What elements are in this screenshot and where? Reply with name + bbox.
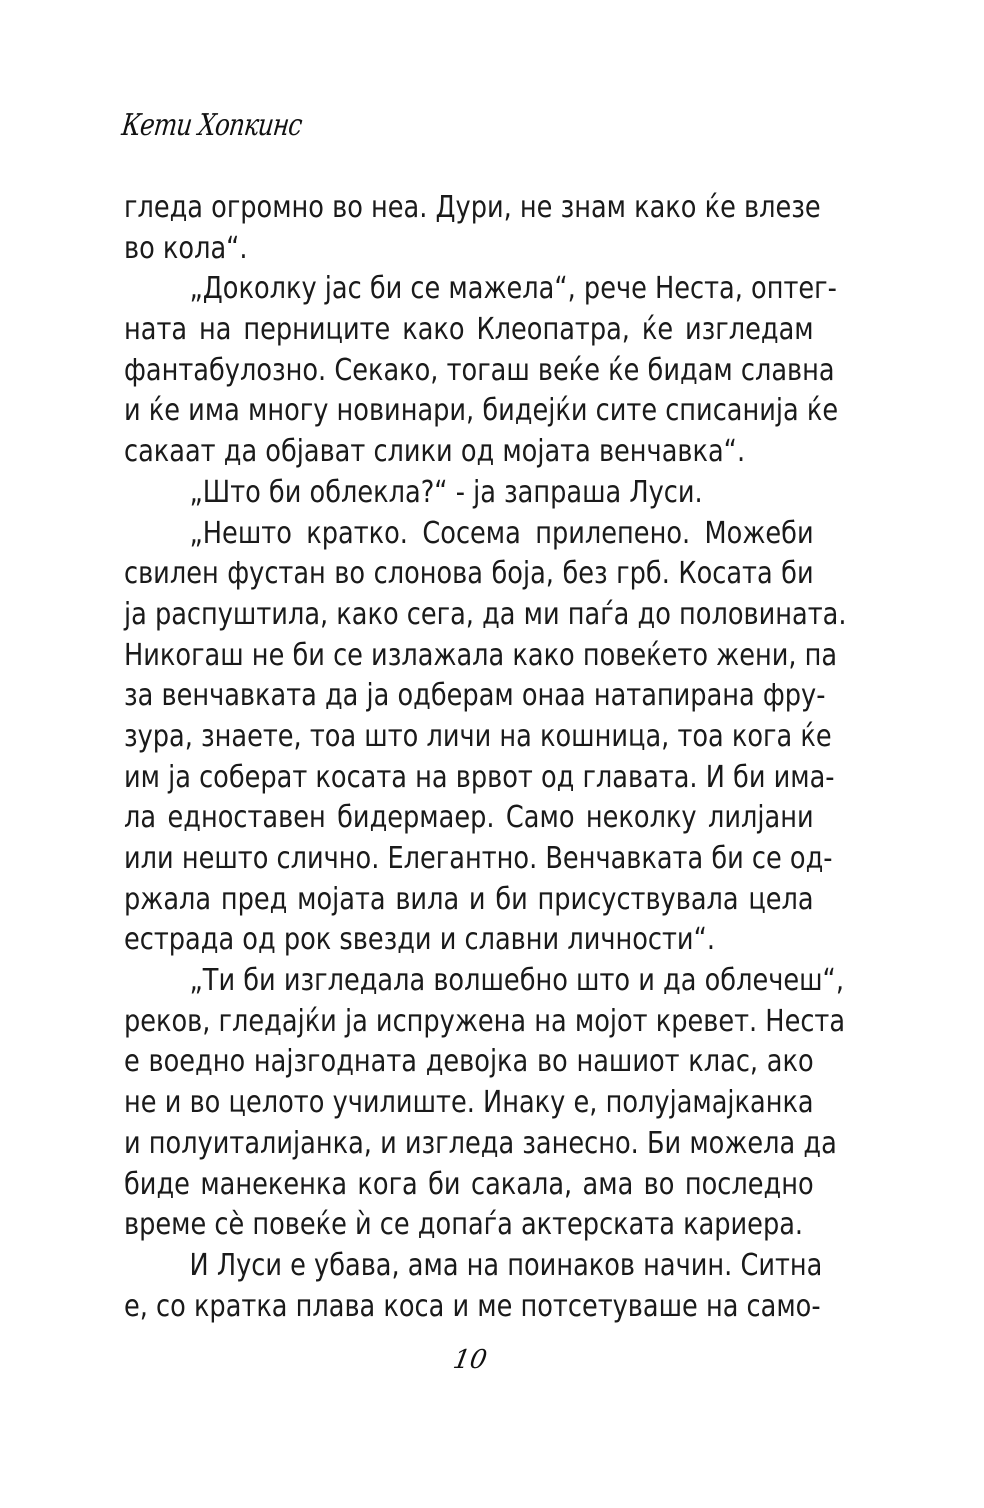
body-text	[124, 188, 847, 1327]
text-line: во кола“.	[124, 230, 248, 266]
text-line: сакаат да објават слики од мојата венчавка“.	[124, 434, 746, 470]
text-line: естрада од рок ѕвезди и славни личности“.	[124, 922, 715, 958]
running-head-author: Кети Хопкинс	[119, 108, 304, 143]
text-line: и ќе има многу новинари, бидејќи сите списанија ќе	[124, 393, 839, 429]
text-line: зура, знаете, тоа што личи на кошница, тоа кога ќе	[124, 718, 832, 754]
text-line: ја распуштила, како сега, да ми паѓа до половината.	[124, 596, 847, 632]
text-line: биде манекенка кога би сакала, ама во последно	[124, 1166, 814, 1202]
text-line: „Што би облекла?“ - ја запраша Луси.	[189, 474, 703, 510]
text-line: „Доколку јас би се мажела“, рече Неста, оптег-	[189, 271, 837, 307]
text-line: е, со кратка плава коса и ме потсетуваше на само-	[124, 1288, 821, 1324]
text-line: е воедно најзгодната девојка во нашиот клас, ако	[124, 1044, 814, 1080]
text-line: гледа огромно во неа. Дури, не знам како ќе влезе	[124, 190, 821, 225]
text-line: им ја соберат косата на врвот од главата. И би има-	[124, 759, 835, 795]
text-line: време сè повеќе ѝ се допаѓа актерската кариера.	[124, 1207, 804, 1243]
text-line: „Нешто кратко. Сосема прилепено. Можеби	[189, 515, 814, 551]
text-line: свилен фустан во слонова боја, без грб. Косата би	[124, 556, 814, 592]
text-line: „Ти би изгледала волшебно што и да облечеш“,	[189, 963, 844, 999]
text-line: и полуиталијанка, и изгледа занесно. Би можела да	[124, 1125, 837, 1161]
text-line: И Луси е убава, ама на поинаков начин. Ситна	[189, 1247, 823, 1283]
text-line: за венчавката да ја одберам онаа натапирана фру-	[124, 678, 826, 714]
text-line: Никогаш не би се излажала како повеќето жени, па	[124, 637, 838, 673]
text-line: ржала пред мојата вила и би присуствувала цела	[124, 881, 814, 917]
text-line: фантабулозно. Секако, тогаш веќе ќе бидам славна	[124, 352, 835, 388]
text-line: ната на перниците како Клеопатра, ќе изгледам	[124, 312, 814, 348]
text-line: или нешто слично. Елегантно. Венчавката би се од-	[124, 841, 833, 876]
text-line: ла едноставен бидермаер. Само неколку лилјани	[124, 800, 814, 836]
text-line: реков, гледајќи ја испружена на мојот кревет. Неста	[124, 1003, 846, 1039]
text-line: не и во целото училиште. Инаку е, полујамајканка	[124, 1085, 814, 1121]
page-number: 10	[450, 1345, 490, 1375]
